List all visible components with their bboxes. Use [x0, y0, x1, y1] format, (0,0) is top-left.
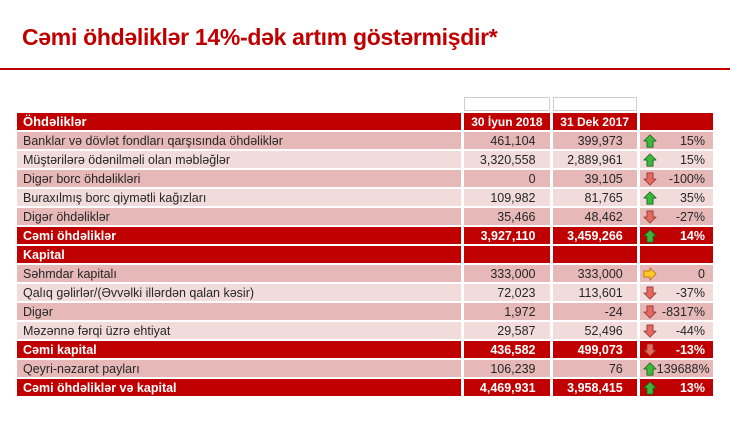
row-change [640, 265, 713, 282]
row-value-2017: 3,958,415 [553, 379, 637, 396]
row-value-2017 [553, 246, 637, 263]
row-label: Cəmi öhdəliklər və kapital [17, 379, 461, 396]
up-arrow-icon [643, 381, 658, 395]
header-date-2017: 31 Dek 2017 [553, 113, 637, 130]
row-label: Cəmi kapital [17, 341, 461, 358]
row-value-2017: 48,462 [553, 208, 637, 225]
table-row [17, 132, 713, 149]
change-percent: 13% [679, 380, 705, 395]
row-value-2017: 39,105 [553, 170, 637, 187]
down-arrow-icon [643, 343, 658, 357]
table-row [17, 208, 713, 225]
liabilities-capital-table [14, 95, 716, 398]
up-arrow-icon [643, 229, 658, 243]
up-arrow-icon [643, 191, 658, 205]
table-row [17, 379, 713, 396]
change-percent: 14% [679, 228, 705, 243]
up-arrow-icon [643, 134, 658, 148]
change-percent: 15% [679, 152, 705, 167]
change-arrow [643, 248, 658, 262]
ghost-row [17, 97, 713, 111]
down-arrow-icon [643, 286, 658, 300]
header-date-2018: 30 İyun 2018 [464, 113, 549, 130]
up-arrow-icon [643, 153, 658, 167]
row-value-2018: 436,582 [464, 341, 549, 358]
down-arrow-icon [643, 324, 658, 338]
change-percent: 15% [679, 133, 705, 148]
row-value-2018: 333,000 [464, 265, 549, 282]
row-change [640, 227, 713, 244]
row-value-2018: 72,023 [464, 284, 549, 301]
row-value-2018: 0 [464, 170, 549, 187]
row-value-2017: 113,601 [553, 284, 637, 301]
row-value-2018: 106,239 [464, 360, 549, 377]
row-value-2017: 76 [553, 360, 637, 377]
table-header-row [17, 113, 713, 130]
row-change [640, 303, 713, 320]
row-value-2017: 399,973 [553, 132, 637, 149]
row-change [640, 379, 713, 396]
title-divider [0, 68, 730, 70]
row-value-2017: 333,000 [553, 265, 637, 282]
table-row [17, 246, 713, 263]
row-label: Digər [17, 303, 461, 320]
change-percent: 0 [698, 266, 705, 281]
table-row [17, 284, 713, 301]
change-percent: -44% [675, 323, 705, 338]
table-row [17, 189, 713, 206]
row-value-2017: 3,459,266 [553, 227, 637, 244]
row-label: Digər borc öhdəlikləri [17, 170, 461, 187]
row-value-2017: 52,496 [553, 322, 637, 339]
down-arrow-icon [643, 305, 658, 319]
row-label: Buraxılmış borc qiymətli kağızları [17, 189, 461, 206]
row-value-2018: 3,320,558 [464, 151, 549, 168]
ghost-cell [17, 97, 461, 111]
ghost-cell [640, 97, 713, 111]
change-percent: -13% [675, 342, 705, 357]
table-row [17, 303, 713, 320]
row-label: Digər öhdəliklər [17, 208, 461, 225]
change-percent: -8317% [661, 304, 705, 319]
row-change [640, 360, 713, 377]
row-label: Müştərilərə ödənilməli olan məbləğlər [17, 151, 461, 168]
down-arrow-icon [643, 172, 658, 186]
table-row [17, 227, 713, 244]
row-value-2018: 109,982 [464, 189, 549, 206]
row-value-2018 [464, 246, 549, 263]
row-change [640, 208, 713, 225]
change-percent: 139688% [656, 361, 710, 376]
row-value-2018: 3,927,110 [464, 227, 549, 244]
ghost-cell [464, 97, 549, 111]
right-arrow-icon [643, 267, 658, 281]
change-percent: -37% [675, 285, 705, 300]
down-arrow-icon [643, 210, 658, 224]
slide-title: Cəmi öhdəliklər 14%-dək artım göstərmişdir* [22, 24, 498, 50]
row-change [640, 132, 713, 149]
row-value-2017: 499,073 [553, 341, 637, 358]
row-label: Səhmdar kapitalı [17, 265, 461, 282]
change-percent: -100% [668, 171, 705, 186]
row-value-2017: -24 [553, 303, 637, 320]
row-change [640, 246, 713, 263]
row-value-2018: 29,587 [464, 322, 549, 339]
table-row [17, 322, 713, 339]
row-change [640, 151, 713, 168]
row-change [640, 189, 713, 206]
row-value-2017: 81,765 [553, 189, 637, 206]
row-label: Qalıq gəlirlər/(Əvvəlki illərdən qalan kəsir) [17, 284, 461, 301]
row-change [640, 322, 713, 339]
row-label: Məzənnə fərqi üzrə ehtiyat [17, 322, 461, 339]
header-liabilities: Öhdəliklər [17, 113, 461, 130]
row-change [640, 341, 713, 358]
ghost-cell [553, 97, 637, 111]
header-change [640, 113, 713, 130]
row-value-2017: 2,889,961 [553, 151, 637, 168]
row-value-2018: 1,972 [464, 303, 549, 320]
change-percent: 35% [679, 190, 705, 205]
row-label: Cəmi öhdəliklər [17, 227, 461, 244]
up-arrow-icon [643, 362, 657, 376]
table-row [17, 170, 713, 187]
table-row [17, 360, 713, 377]
change-percent: -27% [675, 209, 705, 224]
row-value-2018: 461,104 [464, 132, 549, 149]
row-value-2018: 4,469,931 [464, 379, 549, 396]
table-body [17, 132, 713, 396]
table-row [17, 341, 713, 358]
row-label: Qeyri-nəzarət payları [17, 360, 461, 377]
row-change [640, 170, 713, 187]
row-label: Kapital [17, 246, 461, 263]
table-row [17, 151, 713, 168]
row-label: Banklar və dövlət fondları qarşısında öhdəliklər [17, 132, 461, 149]
row-change [640, 284, 713, 301]
row-value-2018: 35,466 [464, 208, 549, 225]
table-row [17, 265, 713, 282]
